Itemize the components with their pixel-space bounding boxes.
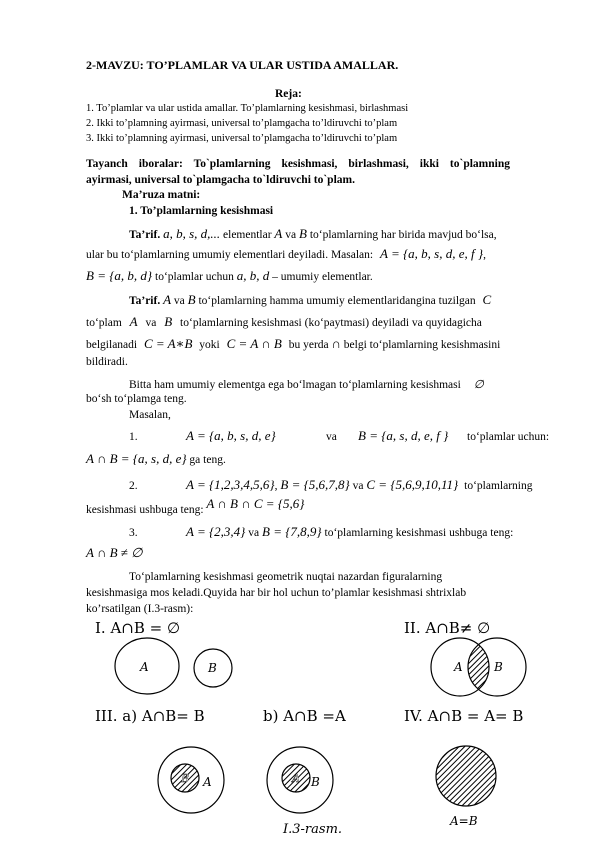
math-symbol: ∩ <box>331 336 341 351</box>
figure-caption: I.3-rasm. <box>283 822 343 837</box>
set-a-label: A <box>454 660 463 674</box>
text: ga teng. <box>189 454 226 466</box>
math-expression: a, b, d <box>236 268 270 283</box>
text: yoki <box>199 339 220 351</box>
set-b-label: B <box>494 660 503 674</box>
geometric-line-2: kesishmasiga mos keladi.Quyida har bir hol uchun to’plamlar kesishmasi shtrixlab <box>86 587 467 599</box>
comma: , <box>274 480 278 492</box>
example-heading: Masalan, <box>129 409 171 421</box>
lecture-text-heading: Ma’ruza matni: <box>122 189 201 201</box>
example-1-tail: to‘plamlar uchun: <box>467 431 550 443</box>
text: to‘plamlar uchun <box>155 271 234 283</box>
section-heading: 1. To’plamlarning kesishmasi <box>129 205 274 217</box>
geometric-line-3: ko’rsatilgan (I.3-rasm): <box>86 603 194 615</box>
math-symbol: A <box>163 292 172 307</box>
figure-case-2-label: II. A∩B≠ ∅ <box>404 619 491 637</box>
set-a-label: A <box>292 772 300 785</box>
math-expression: B = {a, b, d} <box>86 268 153 283</box>
math-expression: A = {a, b, s, d, e, f } <box>379 246 484 261</box>
math-expression: A = {2,3,4} <box>186 524 246 539</box>
definition-label: Ta’rif. <box>129 295 161 307</box>
math-symbol: B <box>187 292 196 307</box>
example-1-number: 1. <box>129 431 138 443</box>
figure-case-4-label: IV. A∩B = A= B <box>404 707 524 725</box>
example-3-number: 3. <box>129 527 138 539</box>
text: va <box>285 229 297 241</box>
example-1-va: va <box>326 431 337 443</box>
definition-2-line-4: bildiradi. <box>86 356 128 368</box>
set-b-label: B <box>181 772 190 785</box>
empty-set-line-2: bo‘sh to‘plamga teng. <box>86 393 187 405</box>
figure-case-3b-label: b) A∩B =A <box>263 707 346 725</box>
text: to‘plamlarning kesishmasi ushbuga teng: <box>324 527 514 539</box>
text: ular bu to‘plamlarning umumiy elementlari deyiladi. Masalan: <box>86 249 374 261</box>
example-3-result: A ∩ B ≠ ∅ <box>86 545 143 560</box>
math-expression: C = {5,6,9,10,11} <box>366 477 459 492</box>
example-1-set-a: A = {a, b, s, d, e} <box>186 428 276 443</box>
plan-item-3: 3. Ikki to’plamning ayirmasi, universal to’plamgacha to’ldiruvchi to’plam <box>86 133 398 144</box>
plan-item-1: 1. To’plamlar va ular ustida amallar. To’plamlarning kesishmasi, birlashmasi <box>86 103 409 114</box>
math-expression: A = {1,2,3,4,5,6} <box>186 477 275 492</box>
page-title: 2-MAVZU: TO’PLAMLAR VA ULAR USTIDA AMALLAR. <box>86 58 399 72</box>
figure-case-3a-label: III. a) A∩B= B <box>95 707 205 725</box>
text: Bitta ham umumiy elementga ega bo‘lmagan to‘plamlarning kesishmasi <box>129 379 461 391</box>
keywords-line-1: Tayanch iboralar: To`plamlarning kesishmasi, birlashmasi, ikki to`plamning <box>86 158 510 170</box>
example-1-set-b: B = {a, s, d, e, f } <box>358 428 449 443</box>
math-expression: a, b, s, d,... <box>163 226 221 241</box>
set-a-equals-b-hatched <box>436 746 496 806</box>
math-symbol: C <box>482 292 492 307</box>
text: to‘plamlarning <box>464 480 533 492</box>
set-b-label: B <box>208 661 217 675</box>
set-b-label: B <box>311 775 320 789</box>
text: to‘plamlarning kesishmasi (ko‘paytmasi) deyiladi va quyidagicha <box>180 317 482 329</box>
text: belgi to‘plamlarning kesishmasini <box>343 339 501 351</box>
math-symbol: A <box>274 226 283 241</box>
example-2-number: 2. <box>129 480 138 492</box>
text: kesishmasi ushbuga teng: <box>86 504 204 516</box>
definition-label: Ta’rif. <box>129 229 161 241</box>
plan-heading: Reja: <box>275 88 302 100</box>
empty-set-symbol: ∅ <box>473 379 484 391</box>
text: to‘plamlarning har birida mavjud bo‘lsa, <box>309 229 497 241</box>
set-a-label: A <box>140 660 149 674</box>
figure-case-1-label: I. A∩B = ∅ <box>95 619 181 637</box>
text: va <box>352 480 364 492</box>
geometric-line-1: To‘plamlarning kesishmasi geometrik nuqtai nazardan figuralarning <box>129 571 443 583</box>
math-expression: C = A ∩ B <box>226 336 282 351</box>
equal-sets-label: A=B <box>450 814 478 828</box>
text: va <box>145 317 157 329</box>
text: elementlar <box>223 229 272 241</box>
definition-1-line-2: ular bu to‘plamlarning umumiy elementlari deyiladi. Masalan: A = {a, b, s, d, e, f }, <box>86 246 486 261</box>
set-a-label: A <box>203 775 212 789</box>
text: – umumiy elementlar. <box>272 271 373 283</box>
text: va <box>173 295 185 307</box>
text: bu yerda <box>288 339 329 351</box>
math-expression: A ∩ B = {a, s, d, e} <box>86 451 187 466</box>
keywords-line-2: ayirmasi, universal to`plamgacha to`ldiruvchi to`plam. <box>86 174 355 186</box>
math-expression: B = {7,8,9} <box>262 524 322 539</box>
plan-item-2: 2. Ikki to’plamning ayirmasi, universal to’plamgacha to’ldiruvchi to’plam <box>86 118 398 129</box>
math-expression: C = A∗B <box>143 336 193 351</box>
math-expression: A ∩ B ∩ C = {5,6} <box>206 496 305 511</box>
math-symbol: B <box>298 226 307 241</box>
text: va <box>248 527 260 539</box>
text: belgilanadi <box>86 339 138 351</box>
text: to‘plam <box>86 317 122 329</box>
math-expression: B = {5,6,7,8} <box>280 477 350 492</box>
math-symbol: B <box>164 314 173 329</box>
text: to‘plamlarning hamma umumiy elementlaridangina tuzilgan <box>198 295 476 307</box>
math-symbol: A <box>129 314 138 329</box>
